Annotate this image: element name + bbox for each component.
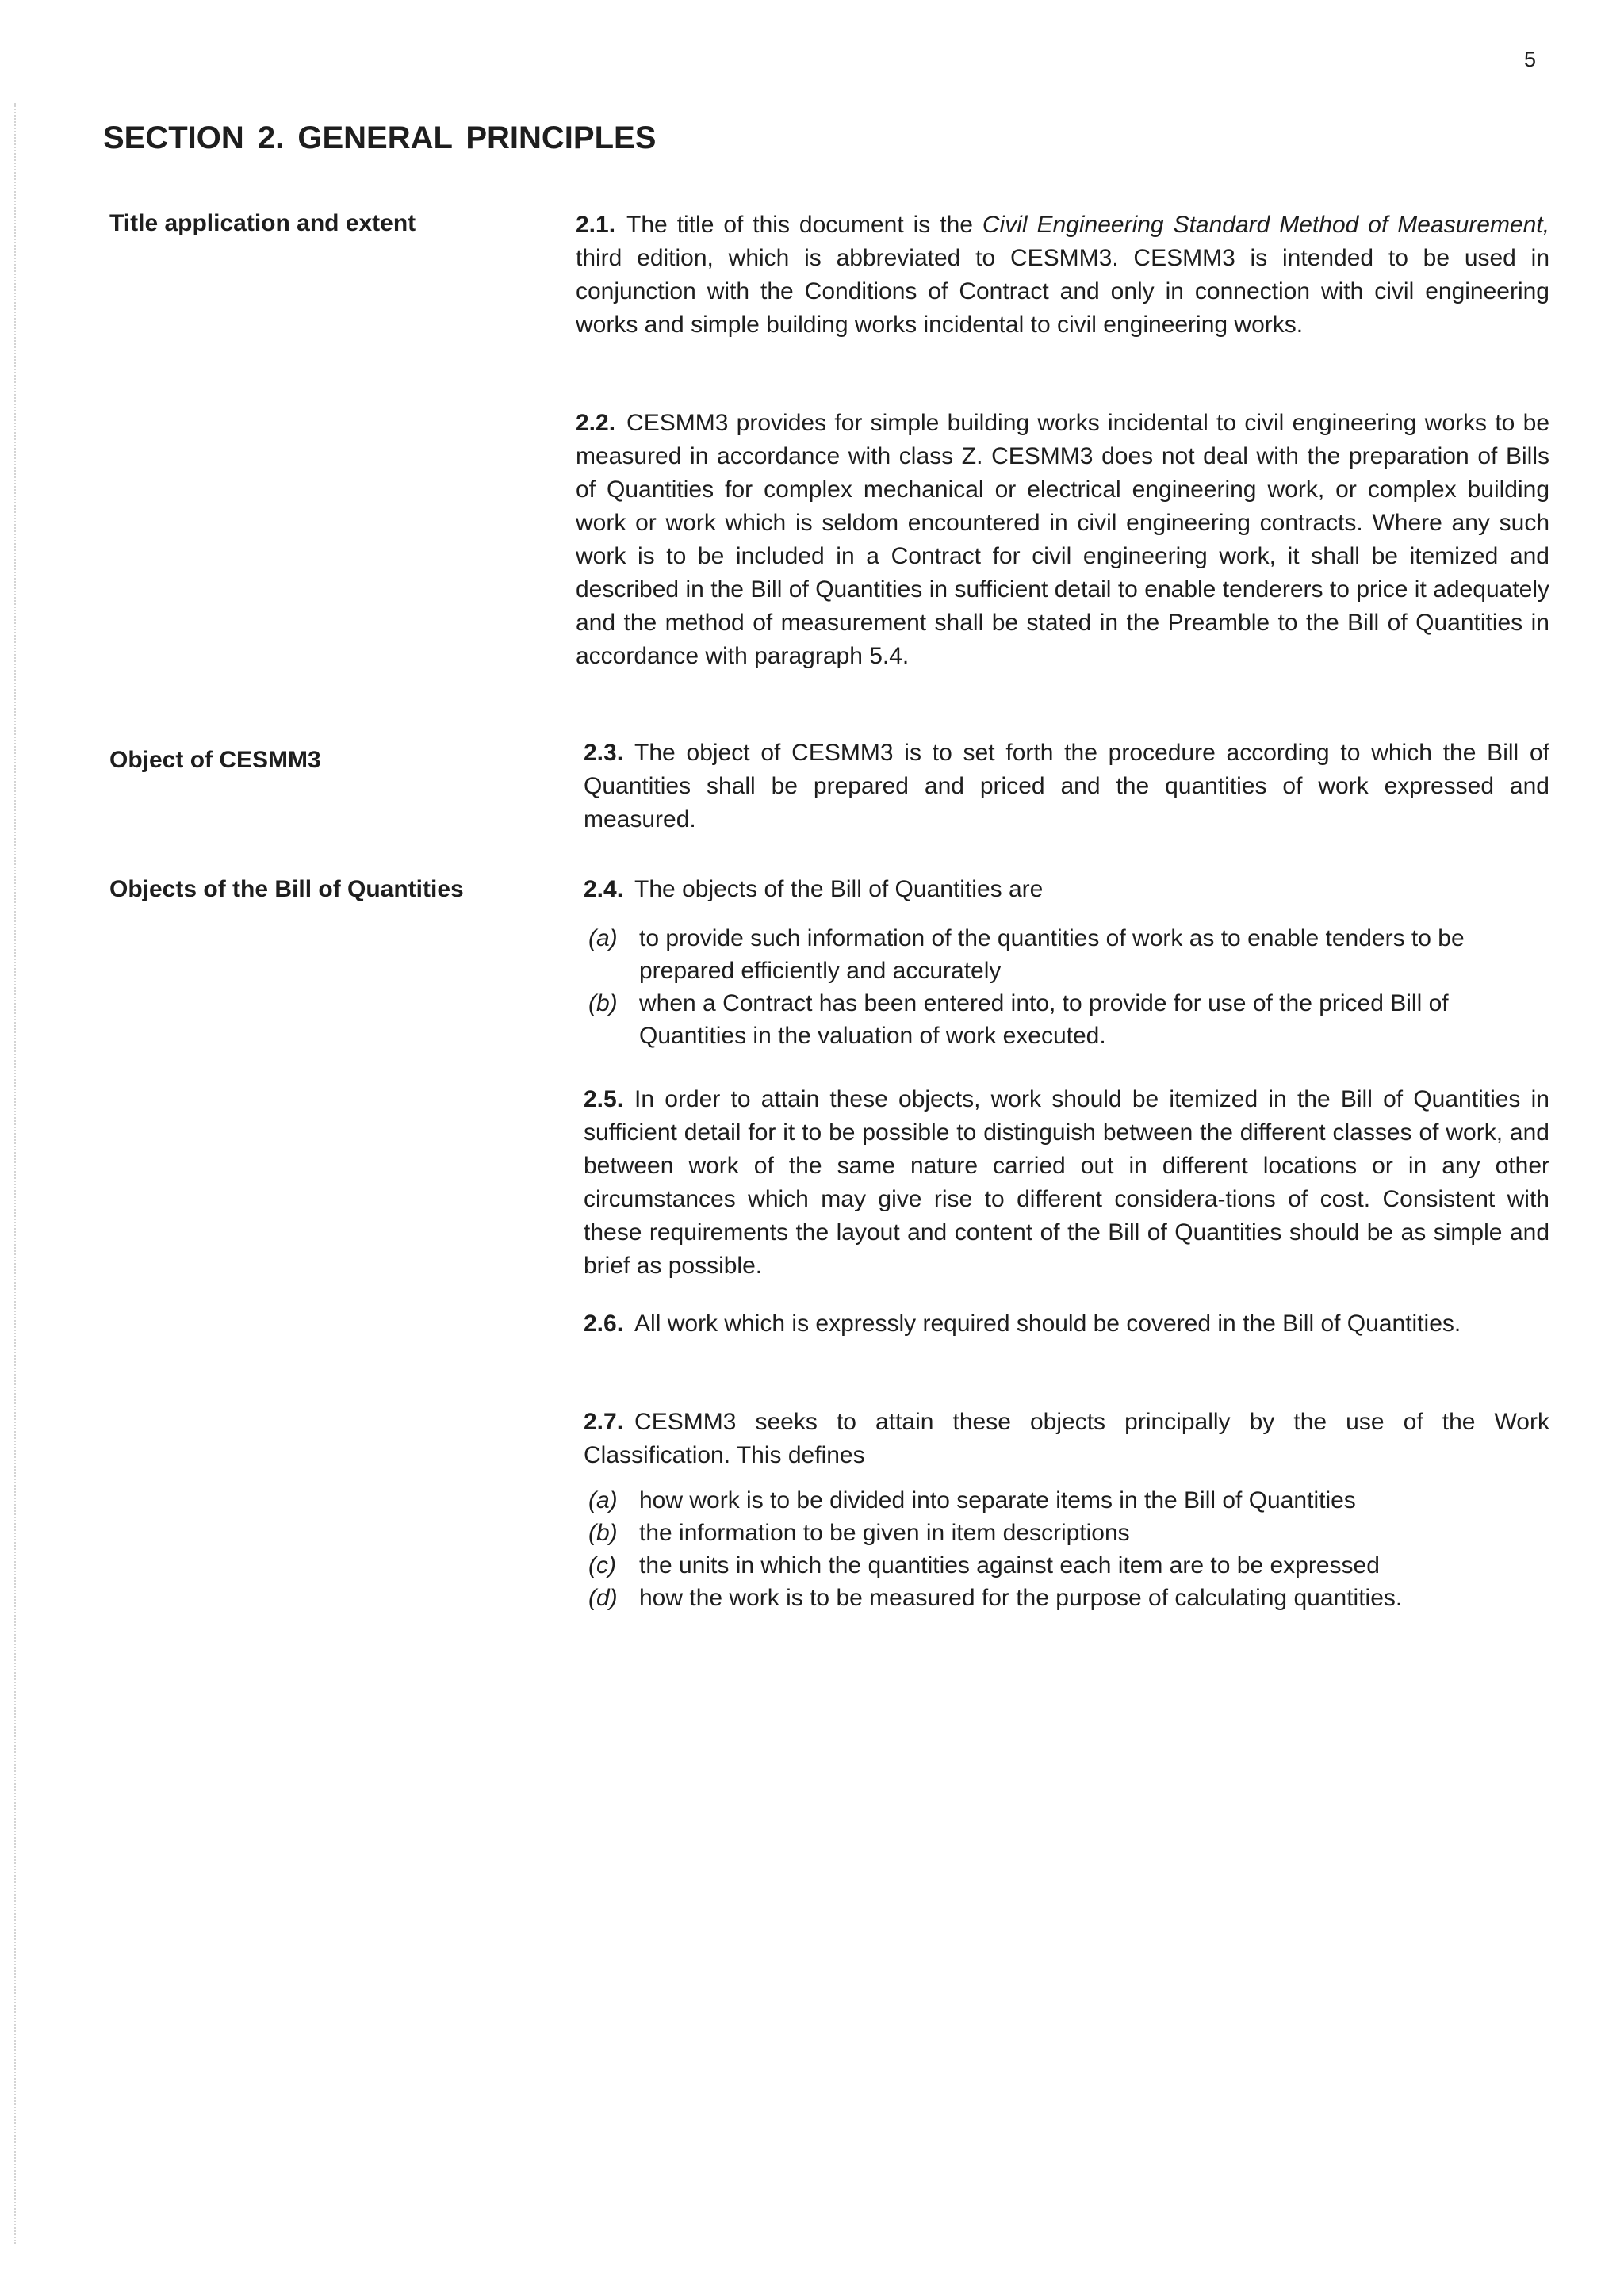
page-number: 5 [1524,48,1537,71]
clause-number: 2.7. [584,1409,624,1435]
list-item [588,1484,1549,1517]
list-marker: (a) [588,925,618,951]
margin-rule [14,103,16,2244]
clause-number: 2.5. [584,1086,624,1112]
document-title: Civil Engineering Standard Method of Measurement, [982,212,1550,238]
clause-number: 2.6. [584,1311,624,1337]
list-item-text: to provide such information of the quantities of work as to enable tenders to be prepared efficiently and accurately [639,925,1465,984]
clause-number: 2.3. [584,740,624,766]
list-item [588,1517,1549,1549]
work-classification-list [588,1484,1549,1614]
clause-2-4 [584,873,1549,906]
clause-2-5 [584,1083,1549,1283]
clause-text: CESMM3 seeks to attain these objects principally by the use of the Work Classification. This defines [584,1409,1549,1468]
clause-number: 2.4. [584,876,624,902]
clause-2-7 [584,1406,1549,1472]
clause-number: 2.1. [576,212,616,238]
list-item-text: when a Contract has been entered into, to provide for use of the priced Bill of Quantities in the valuation of work executed. [639,990,1449,1049]
list-item [588,1582,1549,1614]
clause-text: The title of this document is the [626,212,982,238]
clause-text: CESMM3 provides for simple building works incidental to civil engineering works to be measured in accordance with class Z. CESMM3 does not deal with the preparation of Bills of Quantities for complex mechanical or electrical engineering work, or complex building work or work which is seldom encountered in civil engineering contracts. Where any such work is to be included in a Contract for civil engineering work, it shall be itemized and described in the Bill of Quantities in sufficient detail to enable tenderers to price it adequately and the method of measurement shall be stated in the Preamble to the Bill of Quantities in accordance with paragraph 5.4. [576,410,1549,669]
list-marker: (b) [588,1520,618,1546]
section-title: SECTION 2. GENERAL PRINCIPLES [103,121,657,155]
heading-title-application: Title application and extent [109,210,416,236]
clause-text: The objects of the Bill of Quantities are [634,876,1044,902]
list-item-text: the units in which the quantities against each item are to be expressed [639,1552,1380,1578]
list-item [588,987,1549,1052]
heading-objects-boq: Objects of the Bill of Quantities [109,876,464,902]
list-item-text: how the work is to be measured for the purpose of calculating quantities. [639,1585,1403,1611]
clause-2-2 [576,407,1549,673]
clause-text: In order to attain these objects, work should be itemized in the Bill of Quantities in sufficient detail for it to be possible to distinguish between the different classes of work, and between work of the same nature carried out in different locations or in any other circumstances which may give rise to different considera-tions of cost. Consistent with these requirements the layout and content of the Bill of Quantities should be as simple and brief as possible. [584,1086,1549,1279]
clause-2-3 [584,737,1549,836]
list-item-text: the information to be given in item descriptions [639,1520,1130,1546]
list-marker: (a) [588,1487,618,1513]
objects-list [588,922,1549,1052]
clause-2-1 [576,209,1549,342]
clause-text: The object of CESMM3 is to set forth the procedure according to which the Bill of Quantities shall be prepared and priced and the quantities of work expressed and measured. [584,740,1549,832]
clause-2-6 [584,1307,1549,1341]
list-item [588,922,1549,987]
clause-number: 2.2. [576,410,616,436]
heading-object-cesmm3: Object of CESMM3 [109,747,321,773]
list-marker: (b) [588,990,618,1016]
list-item [588,1549,1549,1582]
list-item-text: how work is to be divided into separate items in the Bill of Quantities [639,1487,1356,1513]
clause-text: third edition, which is abbreviated to CESMM3. CESMM3 is intended to be used in conjunction with the Conditions of Contract and only in connection with civil engineering works and simple building works incidental to civil engineering works. [576,245,1549,338]
list-marker: (d) [588,1585,618,1611]
clause-text: All work which is expressly required should be covered in the Bill of Quantities. [634,1311,1461,1337]
list-marker: (c) [588,1552,616,1578]
